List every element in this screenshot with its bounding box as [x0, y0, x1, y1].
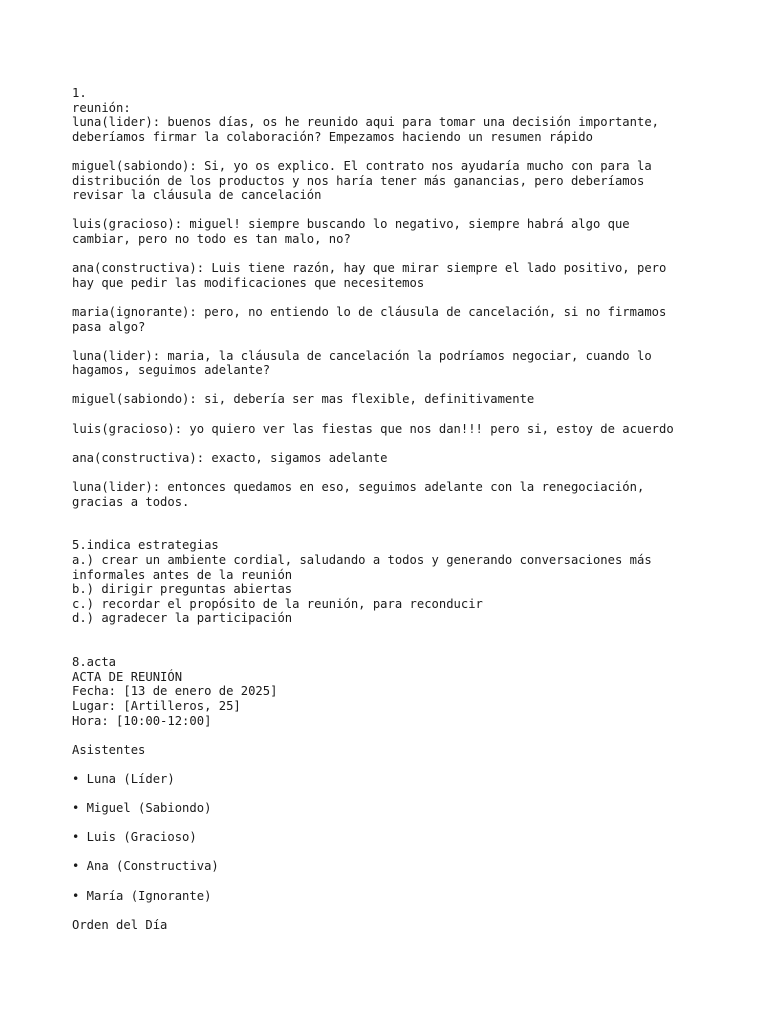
asistente-item: • Luis (Gracioso) — [72, 830, 197, 845]
strategy-line: c.) recordar el propósito de la reunión, para reconducir — [72, 596, 483, 611]
dialogue-line: luna(lider): buenos días, os he reunido aqui para tomar una decisión importante, — [72, 115, 659, 130]
dialogue-paragraph — [72, 261, 732, 290]
dialogue-paragraph — [72, 159, 732, 203]
section-number: 1. — [72, 86, 87, 100]
dialogue-line: miguel(sabiondo): Si, yo os explico. El contrato nos ayudaría mucho con para la — [72, 158, 652, 173]
acta-hora: Hora: [10:00-12:00] — [72, 713, 212, 728]
asistentes-label: Asistentes — [72, 742, 146, 757]
acta-fecha: Fecha: [13 de enero de 2025] — [72, 684, 278, 699]
dialogue-line: gracias a todos. — [72, 494, 190, 509]
strategy-line: d.) agradecer la participación — [72, 611, 293, 626]
dialogue-line: deberíamos firmar la colaboración? Empezamos haciendo un resumen rápido — [72, 129, 593, 144]
strategy-line: a.) crear un ambiente cordial, saludando a todos y generando conversaciones más — [72, 553, 652, 567]
asistente-item: • Ana (Constructiva) — [72, 859, 219, 874]
dialogue-paragraph — [72, 392, 732, 407]
dialogue-line: hay que pedir las modificaciones que necesitemos — [72, 275, 425, 290]
spacer — [72, 509, 732, 538]
dialogue-line: luis(gracioso): miguel! siempre buscando lo negativo, siempre habrá algo que — [72, 217, 630, 232]
strategy-line: b.) dirigir preguntas abiertas — [72, 582, 293, 597]
strategy-line: informales antes de la reunión — [72, 567, 293, 582]
dialogue-paragraph — [72, 115, 732, 144]
dialogue-line: luis(gracioso): yo quiero ver las fiestas que nos dan!!! pero si, estoy de acuerdo — [72, 421, 674, 436]
dialogue-line: ana(constructiva): Luis tiene razón, hay que mirar siempre el lado positivo, pero — [72, 261, 667, 276]
asistente-item: • Luna (Líder) — [72, 771, 175, 786]
dialogue-line: cambiar, pero no todo es tan malo, no? — [72, 231, 351, 246]
dialogue-line: miguel(sabiondo): si, debería ser mas flexible, definitivamente — [72, 392, 535, 407]
section-heading: 8.acta — [72, 655, 117, 670]
dialogue-line: luna(lider): entonces quedamos en eso, seguimos adelante con la renegociación, — [72, 480, 645, 495]
section-5 — [72, 538, 732, 626]
dialogue-line: luna(lider): maria, la cláusula de cancelación la podríamos negociar, cuando lo — [72, 348, 652, 363]
orden-label: Orden del Día — [72, 917, 168, 932]
asistente-item: • María (Ignorante) — [72, 888, 212, 903]
dialogue-paragraph — [72, 451, 732, 466]
dialogue-paragraph — [72, 422, 732, 437]
dialogue-line: ana(constructiva): exacto, sigamos adelante — [72, 450, 388, 465]
dialogue-line: pasa algo? — [72, 319, 146, 334]
section-heading: reunión: — [72, 100, 131, 115]
section-8 — [72, 655, 732, 932]
dialogue-paragraph — [72, 349, 732, 378]
dialogue-paragraph — [72, 217, 732, 246]
dialogue-line: distribución de los productos y nos haría tener más ganancias, pero deberíamos — [72, 173, 645, 188]
document-page — [72, 86, 732, 932]
dialogue-paragraph — [72, 305, 732, 334]
section-1 — [72, 86, 732, 509]
acta-title: ACTA DE REUNIÓN — [72, 669, 183, 684]
acta-lugar: Lugar: [Artilleros, 25] — [72, 698, 241, 713]
dialogue-paragraph — [72, 480, 732, 509]
dialogue-line: revisar la cláusula de cancelación — [72, 188, 322, 203]
asistente-item: • Miguel (Sabiondo) — [72, 801, 212, 816]
dialogue-line: maria(ignorante): pero, no entiendo lo de cláusula de cancelación, si no firmamos — [72, 304, 667, 319]
dialogue-line: hagamos, seguimos adelante? — [72, 363, 271, 378]
section-heading: 5.indica estrategias — [72, 538, 219, 553]
spacer — [72, 626, 732, 655]
